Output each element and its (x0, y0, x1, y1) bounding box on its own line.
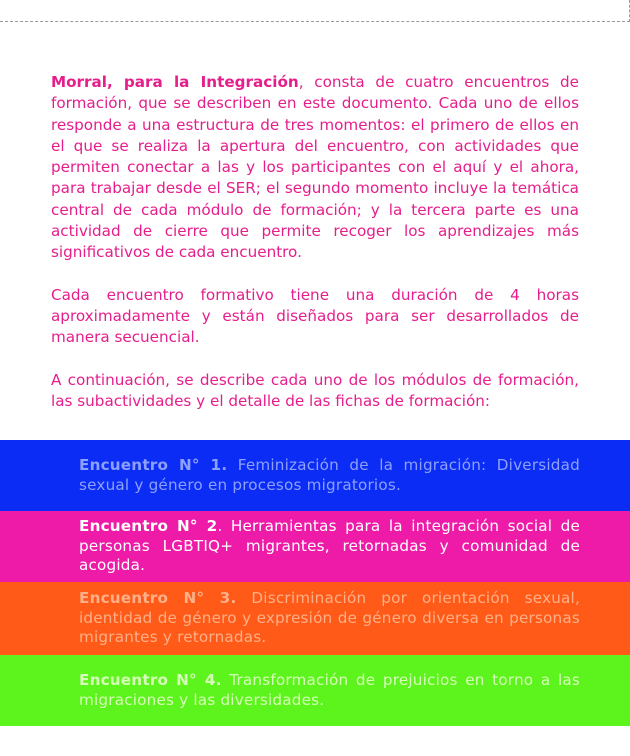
intro-text (51, 72, 579, 412)
module-band-1 (0, 440, 630, 511)
module-3-description: Discriminación por orientación sexual, identidad de género y expresión de género diversa en personas migrantes y retornadas. (79, 589, 581, 647)
intro-paragraph-3: A continuación, se describe cada uno de los módulos de formación, las subactividades y el detalle de las fichas de formación: (51, 370, 579, 410)
intro-paragraph-1-text: , consta de cuatro encuentros de formación, que se describen en este documento. Cada uno de ellos responde a una estructura de tres momentos: el primero de ellos en el que se realiza la apertura del encuentro, con actividades que permiten conectar a las y los participantes con el aquí y el ahora, para trabajar desde el SER; el segundo momento incluye la temática central de cada módulo de formación; y la tercera parte es una actividad de cierre que permite recoger los aprendizajes más significativos de cada encuentro. (51, 73, 580, 262)
intro-paragraph-1 (51, 72, 579, 264)
module-4-description: Transformación de prejuicios en torno a las migraciones y las diversidades. (79, 671, 580, 709)
dashed-cut-line (0, 0, 630, 22)
module-4-title: Encuentro N° 4. (79, 671, 222, 689)
module-2-description: . Herramientas para la integración social de personas LGBTIQ+ migrantes, retornadas y comunidad de acogida. (79, 517, 580, 575)
module-1-description: Feminización de la migración: Diversidad sexual y género en procesos migratorios. (79, 456, 580, 494)
module-band-3 (0, 582, 630, 655)
intro-paragraph-2: Cada encuentro formativo tiene una duración de 4 horas aproximadamente y están diseñados para ser desarrollados de manera secuencial. (51, 285, 579, 347)
program-name: Morral, para la Integración (51, 73, 299, 91)
module-3-text (79, 589, 580, 648)
module-2-text (79, 517, 580, 576)
module-1-text (79, 456, 580, 495)
module-1-title: Encuentro N° 1. (79, 456, 228, 474)
module-4-text (79, 671, 580, 710)
module-2-title: Encuentro N° 2 (79, 517, 218, 536)
module-3-title: Encuentro N° 3. (79, 589, 237, 608)
module-band-2 (0, 511, 630, 582)
module-band-4 (0, 655, 630, 726)
